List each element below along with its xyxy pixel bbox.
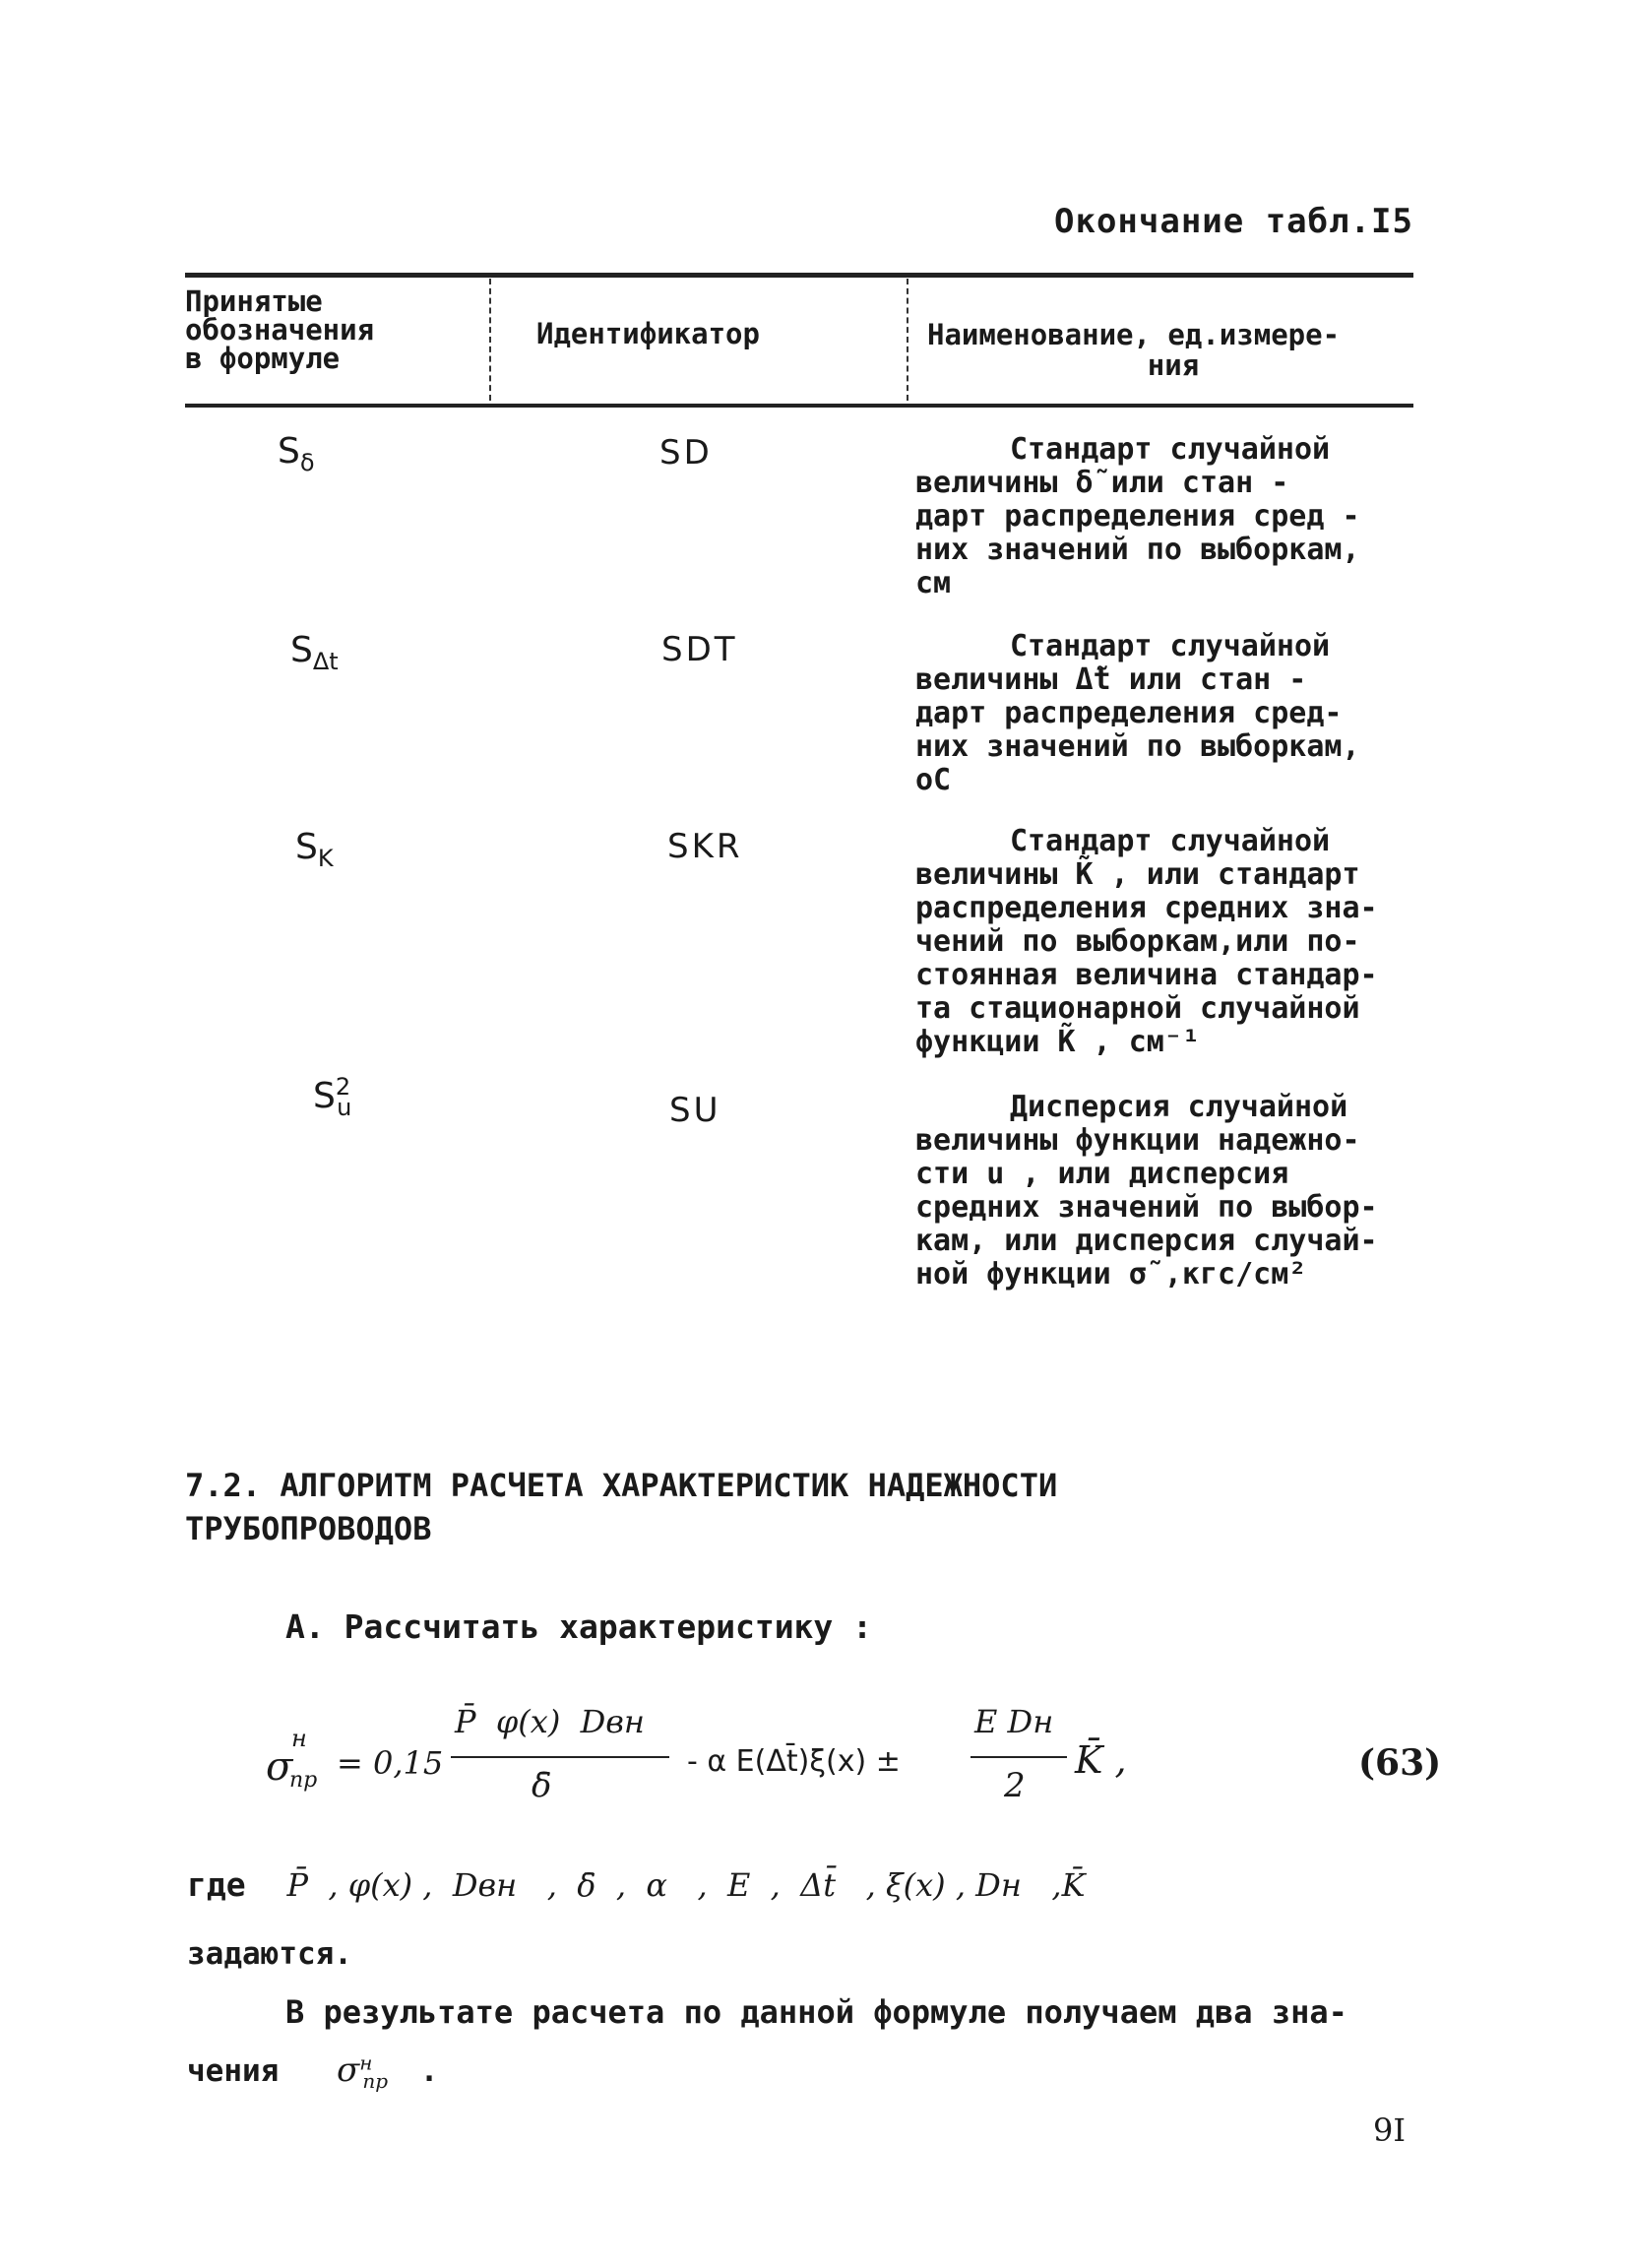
table-header-rule <box>185 404 1413 408</box>
row-identifier: SKR <box>667 827 743 866</box>
header-name: Наименование, ед.измере- ния <box>927 318 1341 382</box>
where-suffix: задаются. <box>187 1936 352 1972</box>
formula-numerator: P̄ φ(x) Dвн <box>455 1703 645 1740</box>
formula-lhs-sup: н <box>291 1725 307 1752</box>
formula-coef: = 0,15 <box>337 1744 444 1782</box>
formula-denominator: δ̄ <box>532 1766 552 1805</box>
table-caption: Окончание табл.I5 <box>1054 202 1413 241</box>
equation-number: (63) <box>1358 1742 1442 1784</box>
header-separator <box>489 279 491 401</box>
result-text: В результате расчета по данной формуле получаем два зна- <box>285 1993 1347 2031</box>
formula-lhs: σ <box>266 1744 293 1790</box>
row-symbol: $S^2_u$ <box>313 1073 352 1122</box>
fraction-bar <box>971 1756 1067 1758</box>
formula-63 <box>266 1695 1250 1833</box>
header-identifier: Идентификатор <box>536 317 760 350</box>
section-title: 7.2. АЛГОРИТМ РАСЧЕТА ХАРАКТЕРИСТИК НАДЕЖНОСТИ ТРУБОПРОВОДОВ <box>185 1467 1058 1547</box>
table-top-rule <box>185 273 1413 278</box>
result-text-2: чения $\sigma^н_{пр}$ . <box>187 2050 439 2094</box>
formula-middle: - α E(Δt̄)ξ(x) ± <box>687 1744 901 1779</box>
row-identifier: SDT <box>661 630 738 669</box>
row-description: Стандарт случайной величины K̃ , или стандарт распределения средних зна- чений по выборкам,или по- стоянная величина стандар- та стационарной случайной функции K̃ , см⁻¹ <box>915 824 1378 1059</box>
formula-frac2-den: 2 <box>1004 1766 1026 1805</box>
row-symbol: $S_\delta$ <box>278 431 315 477</box>
row-description: Стандарт случайной величины δ̃ или стан - дарт распределения сред - них значений по выборкам, см <box>915 432 1360 600</box>
header-symbol: Принятые обозначения в формуле <box>185 284 375 375</box>
row-identifier: SU <box>669 1091 721 1130</box>
row-description: Стандарт случайной величины Δ̃t или стан - дарт распределения сред- них значений по выборкам, оС <box>915 629 1360 797</box>
row-symbol: $S_{\Delta t}$ <box>290 630 339 676</box>
where-line: где P̄ , φ(x) , Dвн , δ̄ , α , E , Δt̄ , ξ(x) , Dн ,K̄ <box>187 1865 1086 1904</box>
row-symbol: $S_K$ <box>295 827 334 873</box>
task-a: А. Рассчитать характеристику : <box>285 1607 873 1646</box>
formula-lhs-sub: пр <box>289 1768 318 1793</box>
row-description: Дисперсия случайной величины функции надежно- сти u , или дисперсия средних значений по выбор- кам, или дисперсия случай- ной функции σ̃ ,кгс/см² <box>915 1090 1378 1292</box>
row-identifier: SD <box>659 433 713 472</box>
page-number: 9I <box>1373 2111 1406 2149</box>
fraction-bar <box>451 1756 669 1758</box>
formula-tail: K̄ , <box>1075 1738 1127 1782</box>
formula-frac2-num: E Dн <box>974 1703 1054 1740</box>
